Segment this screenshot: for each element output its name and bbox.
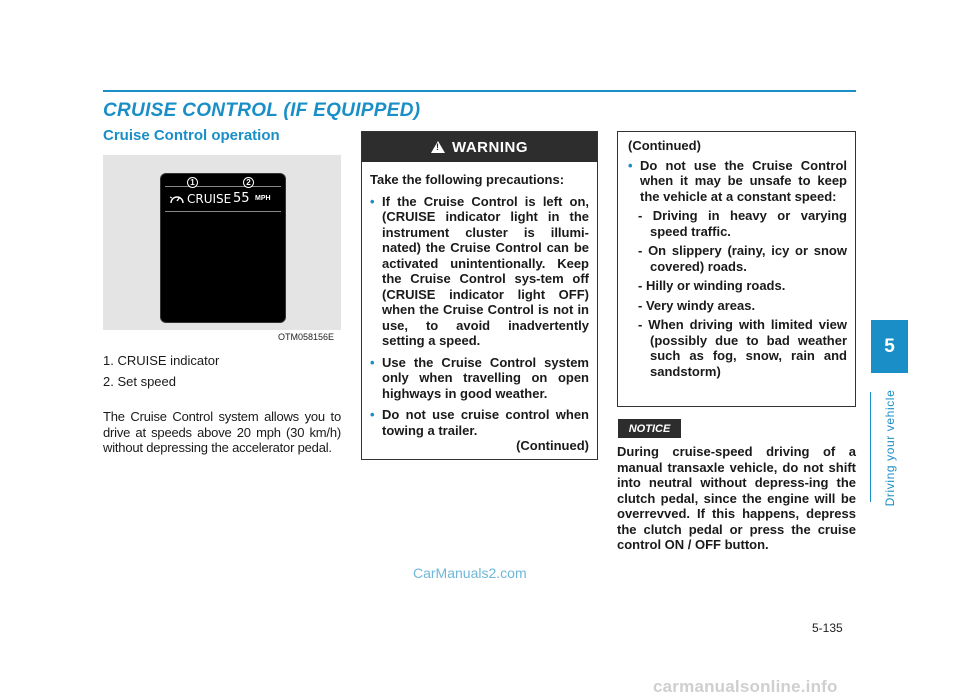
figure-code: OTM058156E xyxy=(278,332,335,342)
continued-bullet: • Do not use the Cruise Control when it may be unsafe to keep the vehicle at a constant speed: xyxy=(628,158,847,205)
condition-item: - Very windy areas. xyxy=(638,297,756,313)
subsection-title: Cruise Control operation xyxy=(103,127,280,144)
notice-text: During cruise-speed driving of a manual transaxle vehicle, do not shift into neutral without depress-ing the clutch pedal, since the engine will be overrevved. If this happens, depress the clutch pedal or press the cruise control ON / OFF button. xyxy=(617,444,856,552)
speed-unit: MPH xyxy=(255,195,271,202)
chapter-tab: 5 xyxy=(871,320,908,373)
body-paragraph: The Cruise Control system allows you to drive at speeds above 20 mph (30 km/h) without depressing the accelerator pedal. xyxy=(103,409,341,455)
callout-1: 1 xyxy=(187,177,198,188)
callout-2: 2 xyxy=(243,177,254,188)
warning-bullet: • Do not use cruise control when towing a trailer. xyxy=(370,407,589,438)
cruise-speedometer-icon xyxy=(169,192,185,206)
warning-title: WARNING xyxy=(452,138,528,156)
warning-bullet: • If the Cruise Control is left on, (CRUISE indicator light in the instrument cluster is illumi-nated) the Cruise Control can be activated unintentionally. Keep the Cruise Control sys-tem off (CRUISE indicator light OFF) when the Cruise Control is not in use, to avoid inadvertently setting a speed. xyxy=(370,194,589,349)
cluster-display xyxy=(160,173,286,323)
warning-header xyxy=(362,132,597,162)
section-title: CRUISE CONTROL (IF EQUIPPED) xyxy=(103,100,421,121)
continued-warning-box xyxy=(617,131,856,407)
watermark-footer: carmanualsonline.info xyxy=(653,677,838,696)
cruise-indicator-text: CRUISE xyxy=(187,192,232,206)
set-speed-value: 55 xyxy=(233,191,250,206)
chapter-label-text: Driving your vehicle xyxy=(883,389,897,506)
page-number: 5-135 xyxy=(812,621,843,635)
warning-box xyxy=(361,131,598,460)
warning-bullet: • Use the Cruise Control system only when travelling on open highways in good weather. xyxy=(370,355,589,402)
watermark-link[interactable]: CarManuals2.com xyxy=(413,565,527,581)
top-rule xyxy=(103,90,856,92)
condition-item: - On slippery (rainy, icy or snow covered) roads. xyxy=(638,243,847,274)
condition-item: - When driving with limited view (possibly due to bad weather such as fog, snow, rain and sandstorm) xyxy=(638,317,847,379)
condition-item: - Hilly or winding roads. xyxy=(638,278,786,293)
warning-intro: Take the following precautions: xyxy=(370,172,565,187)
notice-badge: NOTICE xyxy=(618,419,681,438)
condition-item: - Driving in heavy or varying speed traffic. xyxy=(638,208,847,239)
legend-item: 1. CRUISE indicator xyxy=(103,353,220,368)
cluster-figure xyxy=(103,155,341,330)
continued-heading: (Continued) xyxy=(628,138,701,153)
warning-triangle-icon: ! xyxy=(431,141,445,153)
chapter-label xyxy=(878,389,902,506)
side-rule xyxy=(870,392,871,502)
legend-item: 2. Set speed xyxy=(103,374,176,389)
figure-legend xyxy=(103,350,219,392)
cruise-status-bar xyxy=(165,178,281,212)
warning-continued: (Continued) xyxy=(516,438,589,453)
